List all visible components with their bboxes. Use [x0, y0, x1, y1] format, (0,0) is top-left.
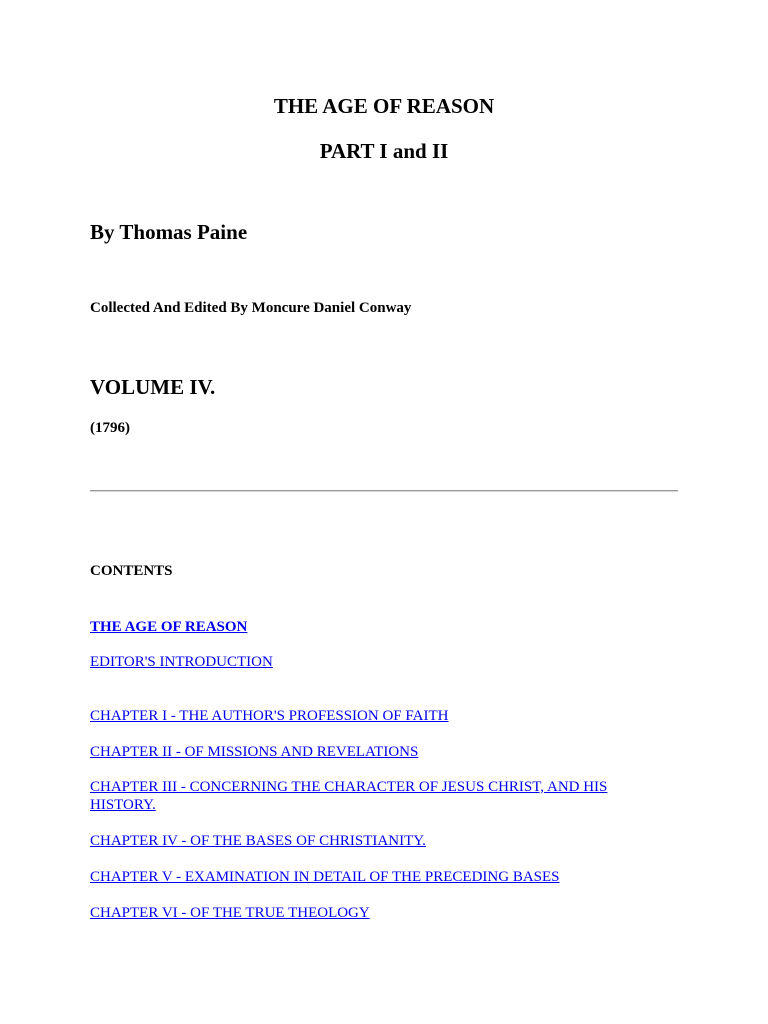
- book-title: THE AGE OF REASON: [273, 94, 495, 118]
- author-line: By Thomas Paine: [90, 220, 248, 244]
- toc-link-chapter-4[interactable]: CHAPTER IV - OF THE BASES OF CHRISTIANITY.: [90, 833, 426, 849]
- toc-link-chapter-2[interactable]: CHAPTER II - OF MISSIONS AND REVELATIONS: [90, 744, 419, 760]
- toc-link-age-of-reason[interactable]: THE AGE OF REASON: [90, 619, 248, 635]
- editor-line: Collected And Edited By Moncure Daniel Conway: [90, 300, 412, 316]
- publication-year: (1796): [90, 420, 130, 436]
- toc-link-chapter-1[interactable]: CHAPTER I - THE AUTHOR'S PROFESSION OF FAITH: [90, 708, 449, 724]
- volume-heading: VOLUME IV.: [90, 375, 216, 399]
- toc-link-chapter-6[interactable]: CHAPTER VI - OF THE TRUE THEOLOGY: [90, 905, 370, 921]
- toc-link-chapter-3[interactable]: CHAPTER III - CONCERNING THE CHARACTER OF JESUS CHRIST, AND HIS HISTORY.: [90, 779, 608, 813]
- horizontal-rule: [90, 490, 678, 492]
- toc-link-editors-introduction[interactable]: EDITOR'S INTRODUCTION: [90, 654, 273, 670]
- contents-heading: CONTENTS: [90, 563, 173, 579]
- toc-link-chapter-5[interactable]: CHAPTER V - EXAMINATION IN DETAIL OF THE PRECEDING BASES: [90, 869, 560, 885]
- book-subtitle: PART I and II: [319, 139, 449, 163]
